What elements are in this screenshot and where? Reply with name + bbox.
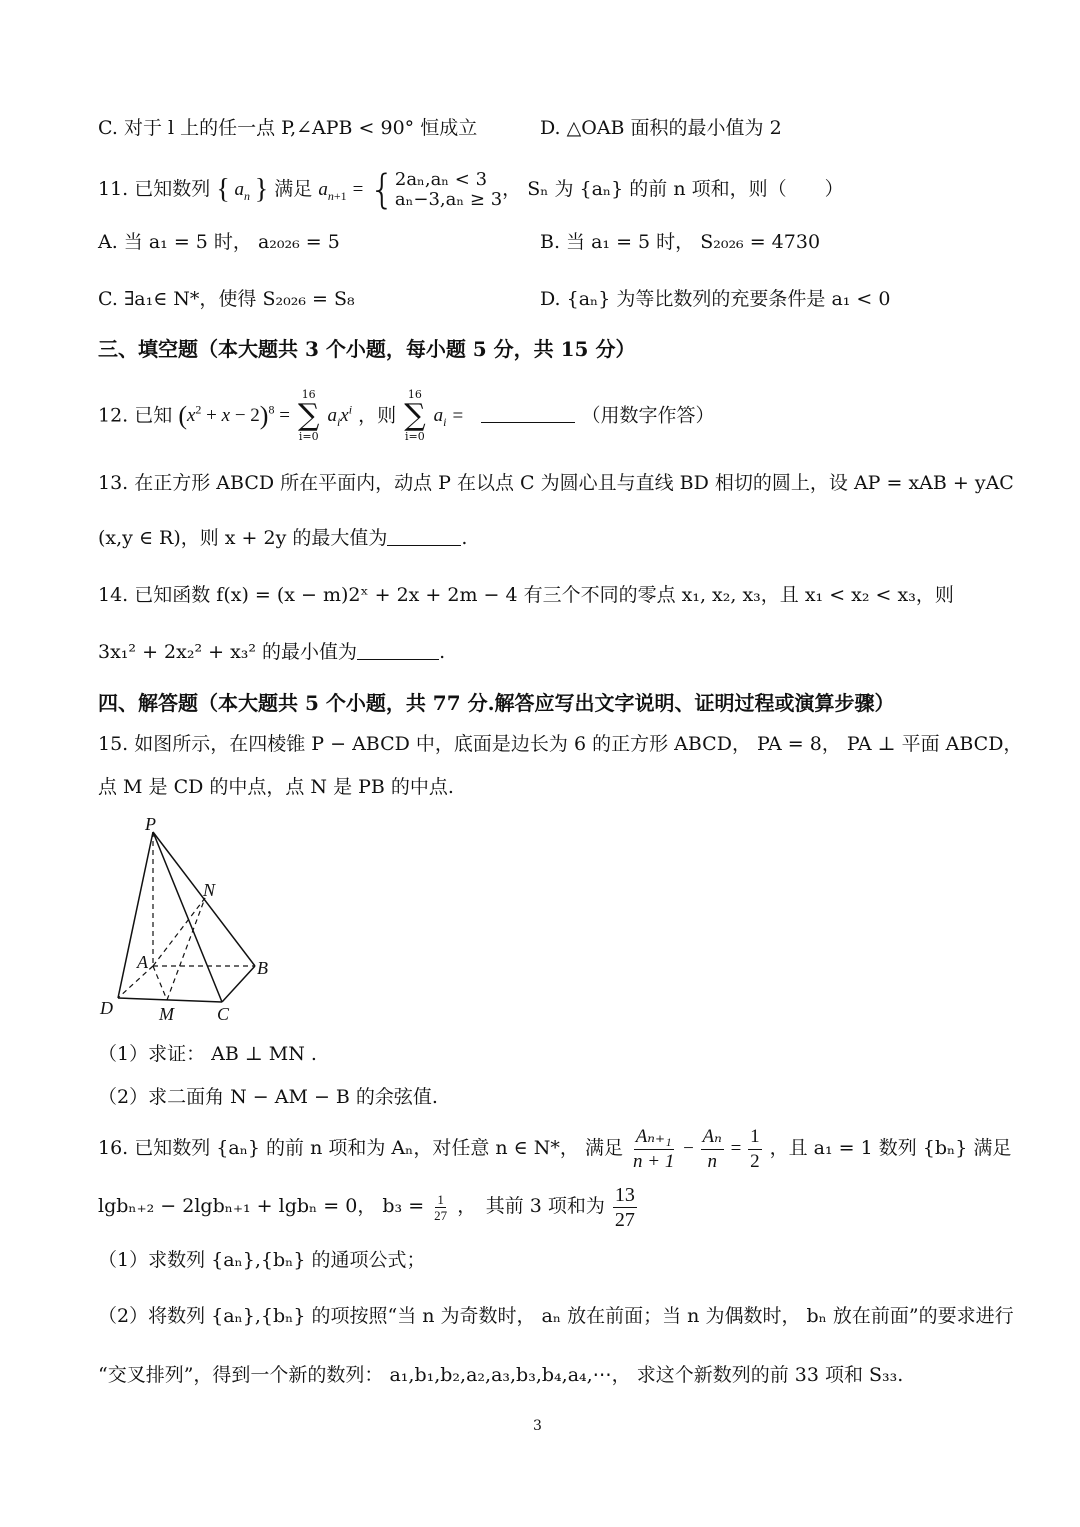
q16-line-2b: ， 其前 3 项和为	[457, 1195, 605, 1217]
q16-frac3-num: 1	[748, 1125, 762, 1150]
q10-option-c: C. 对于 l 上的任一点 P,∠APB < 90° 恒成立	[98, 117, 478, 139]
q11-option-c: C. ∃a₁∈ N*，使得 S₂₀₂₆ = S₈	[98, 288, 355, 310]
q16-frac1-num: Aₙ₊₁	[634, 1125, 674, 1150]
q16-frac3-den: 2	[750, 1150, 760, 1172]
q16-frac-2	[701, 1125, 724, 1174]
edge-CB	[222, 966, 255, 1002]
q11-stem: 11. 已知数列 { $a_n$ } 满足 $a_{n+1}$ = { 2aₙ,aₙ < 3 aₙ−3,aₙ ≥ 3 ， Sₙ 为 {aₙ} 的前 n 项和，则（ ）	[98, 167, 844, 213]
q14-line-2	[98, 639, 445, 665]
q11-case-1: 2aₙ,aₙ < 3	[394, 169, 488, 190]
q16-part-2b: “交叉排列”，得到一个新的数列： a₁,b₁,b₂,a₂,a₃,b₃,b₄,a₄,⋯， 求这个新数列的前 33 项和 S₃₃.	[98, 1364, 904, 1386]
q16-frac-3	[748, 1125, 762, 1174]
edge-DC	[118, 998, 222, 1002]
label-C: C	[217, 1004, 230, 1024]
edge-PD	[118, 832, 153, 998]
q12-sum-1: 16 ∑ i=0	[297, 388, 320, 444]
q16-line-1a: 16. 已知数列 {aₙ} 的前 n 项和为 Aₙ，对任意 n ∈ N*， 满足	[98, 1137, 623, 1159]
label-A: A	[137, 952, 148, 972]
pyramid-figure	[95, 810, 285, 1030]
q12: 12. 已知 $(x^2 + x - 2)^8$ = 16 ∑ i=0 $a_ix^i$ ，则 16 ∑ i=0 $a_i$ = （用数字作答）	[98, 388, 715, 444]
q12-prefix: 12. 已知	[98, 404, 173, 427]
q11-piecewise: { 2aₙ,aₙ < 3 aₙ−3,aₙ ≥ 3	[369, 167, 503, 213]
q16-line-2	[98, 1180, 639, 1232]
q16-b3-frac	[432, 1192, 449, 1223]
q15-line-1: 15. 如图所示，在四棱锥 P − ABCD 中，底面是边长为 6 的正方形 ABCD， PA = 8， PA ⊥ 平面 ABCD，	[98, 733, 1023, 755]
q16-sum-frac	[613, 1183, 637, 1232]
section-3-heading: 三、填空题（本大题共 3 个小题，每小题 5 分，共 15 分）	[98, 337, 636, 361]
section-4-heading: 四、解答题（本大题共 5 个小题，共 77 分.解答应写出文字说明、证明过程或演算步骤）	[98, 691, 895, 715]
q13-answer-blank	[387, 527, 461, 546]
q12-sum2-upper: 16	[407, 388, 422, 402]
q11-case-2: aₙ−3,aₙ ≥ 3	[394, 189, 503, 210]
q15-line-2: 点 M 是 CD 的中点，点 N 是 PB 的中点.	[98, 776, 454, 798]
label-D: D	[100, 998, 113, 1018]
label-M: M	[159, 1004, 174, 1024]
label-P: P	[145, 814, 156, 834]
q14-answer-blank	[357, 641, 439, 660]
q16-b3-den: 27	[434, 1207, 448, 1223]
q11-option-a: A. 当 a₁ = 5 时， a₂₀₂₆ = 5	[98, 231, 340, 253]
q16-b3-num: 1	[437, 1191, 444, 1207]
q16-line-1: 16. 已知数列 {aₙ} 的前 n 项和为 Aₙ，对任意 n ∈ N*， 满足 $\frac{\text{Aₙ₊₁}}{n + 1}$ − $\frac{\text{Aₙ}}{n}$ = $\frac{1}{2}$ ，且 a₁ = 1 数列 {bₙ} 满足	[98, 1125, 1012, 1172]
q16-sum-num: 13	[614, 1183, 635, 1206]
edge-AN	[153, 898, 205, 966]
q16-frac2-num: Aₙ	[701, 1125, 724, 1150]
q16-line-1b: ，且 a₁ = 1 数列 {bₙ} 满足	[769, 1137, 1012, 1159]
label-N: N	[203, 880, 216, 900]
label-B: B	[257, 958, 268, 978]
q13-line-2-text: (x,y ∈ R)，则 x + 2y 的最大值为	[98, 527, 388, 549]
edge-AM	[153, 966, 167, 1000]
q16-frac2-den: n	[707, 1150, 717, 1172]
q15-part-1: （1）求证： AB ⊥ MN .	[98, 1043, 317, 1065]
q16-frac-1	[631, 1125, 676, 1174]
q14-line-2-text: 3x₁² + 2x₂² + x₃² 的最小值为	[98, 641, 358, 663]
q12-middle: ，则	[358, 404, 397, 427]
q16-sum-den: 27	[614, 1208, 635, 1231]
page-number: 3	[533, 1418, 542, 1434]
q15-part-2: （2）求二面角 N − AM − B 的余弦值.	[98, 1086, 438, 1108]
q12-sum1-lower: i=0	[298, 430, 319, 444]
q13-line-2	[98, 525, 467, 551]
q14-end: .	[439, 641, 446, 663]
q16-part-2: （2）将数列 {aₙ},{bₙ} 的项按照“当 n 为奇数时， aₙ 放在前面；当 n 为偶数时， bₙ 放在前面”的要求进行	[98, 1305, 1014, 1327]
q12-answer-blank	[481, 404, 575, 423]
q11-option-d: D. {aₙ} 为等比数列的充要条件是 a₁ < 0	[540, 288, 891, 310]
q16-part-1: （1）求数列 {aₙ},{bₙ} 的通项公式；	[98, 1249, 426, 1271]
q12-suffix: （用数字作答）	[581, 404, 715, 427]
q10-option-d: D. △OAB 面积的最小值为 2	[540, 117, 782, 139]
q16-line-2a: lgbₙ₊₂ − 2lgbₙ₊₁ + lgbₙ = 0， b₃ =	[98, 1195, 425, 1217]
q13-end: .	[461, 527, 468, 549]
q11-option-b: B. 当 a₁ = 5 时， S₂₀₂₆ = 4730	[540, 231, 821, 253]
edge-PC	[153, 832, 222, 1002]
q12-sum-2: 16 ∑ i=0	[404, 388, 426, 444]
q12-sum2-lower: i=0	[405, 430, 425, 444]
q11-stem-prefix: 11. 已知数列	[98, 178, 211, 200]
q11-stem-middle: 满足	[274, 178, 313, 200]
q11-stem-suffix: Sₙ 为 {aₙ} 的前 n 项和，则（ ）	[527, 178, 844, 200]
q13-line-1: 13. 在正方形 ABCD 所在平面内，动点 P 在以点 C 为圆心且与直线 BD 相切的圆上，设 AP = xAB + yAC	[98, 472, 1014, 494]
q12-sum1-upper: 16	[301, 388, 316, 402]
q16-frac1-den: n + 1	[633, 1150, 675, 1172]
q14-line-1: 14. 已知函数 f(x) = (x − m)2ˣ + 2x + 2m − 4 有三个不同的零点 x₁, x₂, x₃，且 x₁ < x₂ < x₃，则	[98, 584, 954, 606]
